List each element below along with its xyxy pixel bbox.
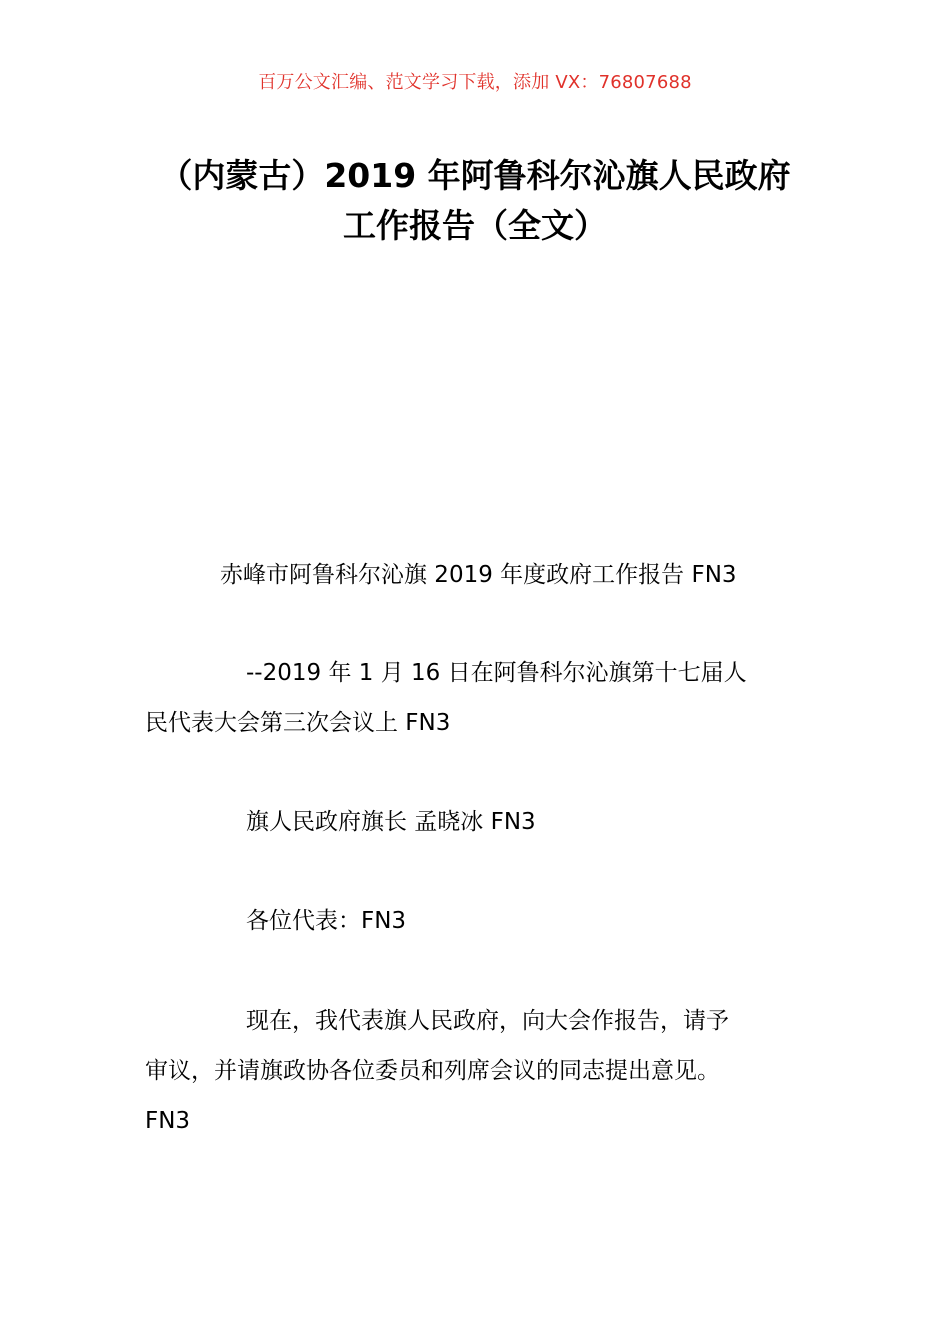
report-heading: 赤峰市阿鲁科尔沁旗 2019 年度政府工作报告 FN3 — [220, 562, 737, 588]
greeting-line: 各位代表：FN3 — [246, 908, 407, 934]
speaker-line: 旗人民政府旗长 孟晓冰 FN3 — [246, 809, 536, 835]
intro-paragraph-line-3: FN3 — [145, 1108, 191, 1134]
meeting-info-line-1: --2019 年 1 月 16 日在阿鲁科尔沁旗第十七届人 — [246, 660, 747, 686]
intro-paragraph-line-1: 现在，我代表旗人民政府，向大会作报告，请予 — [246, 1008, 729, 1034]
watermark-banner: 百万公文汇编、范文学习下载，添加 VX：76807688 — [258, 72, 692, 93]
document-title-line-1: （内蒙古）2019 年阿鲁科尔沁旗人民政府 — [159, 156, 791, 195]
intro-paragraph-line-2: 审议，并请旗政协各位委员和列席会议的同志提出意见。 — [145, 1058, 720, 1084]
meeting-info-line-2: 民代表大会第三次会议上 FN3 — [145, 710, 451, 736]
document-title-line-2: 工作报告（全文） — [343, 206, 607, 245]
